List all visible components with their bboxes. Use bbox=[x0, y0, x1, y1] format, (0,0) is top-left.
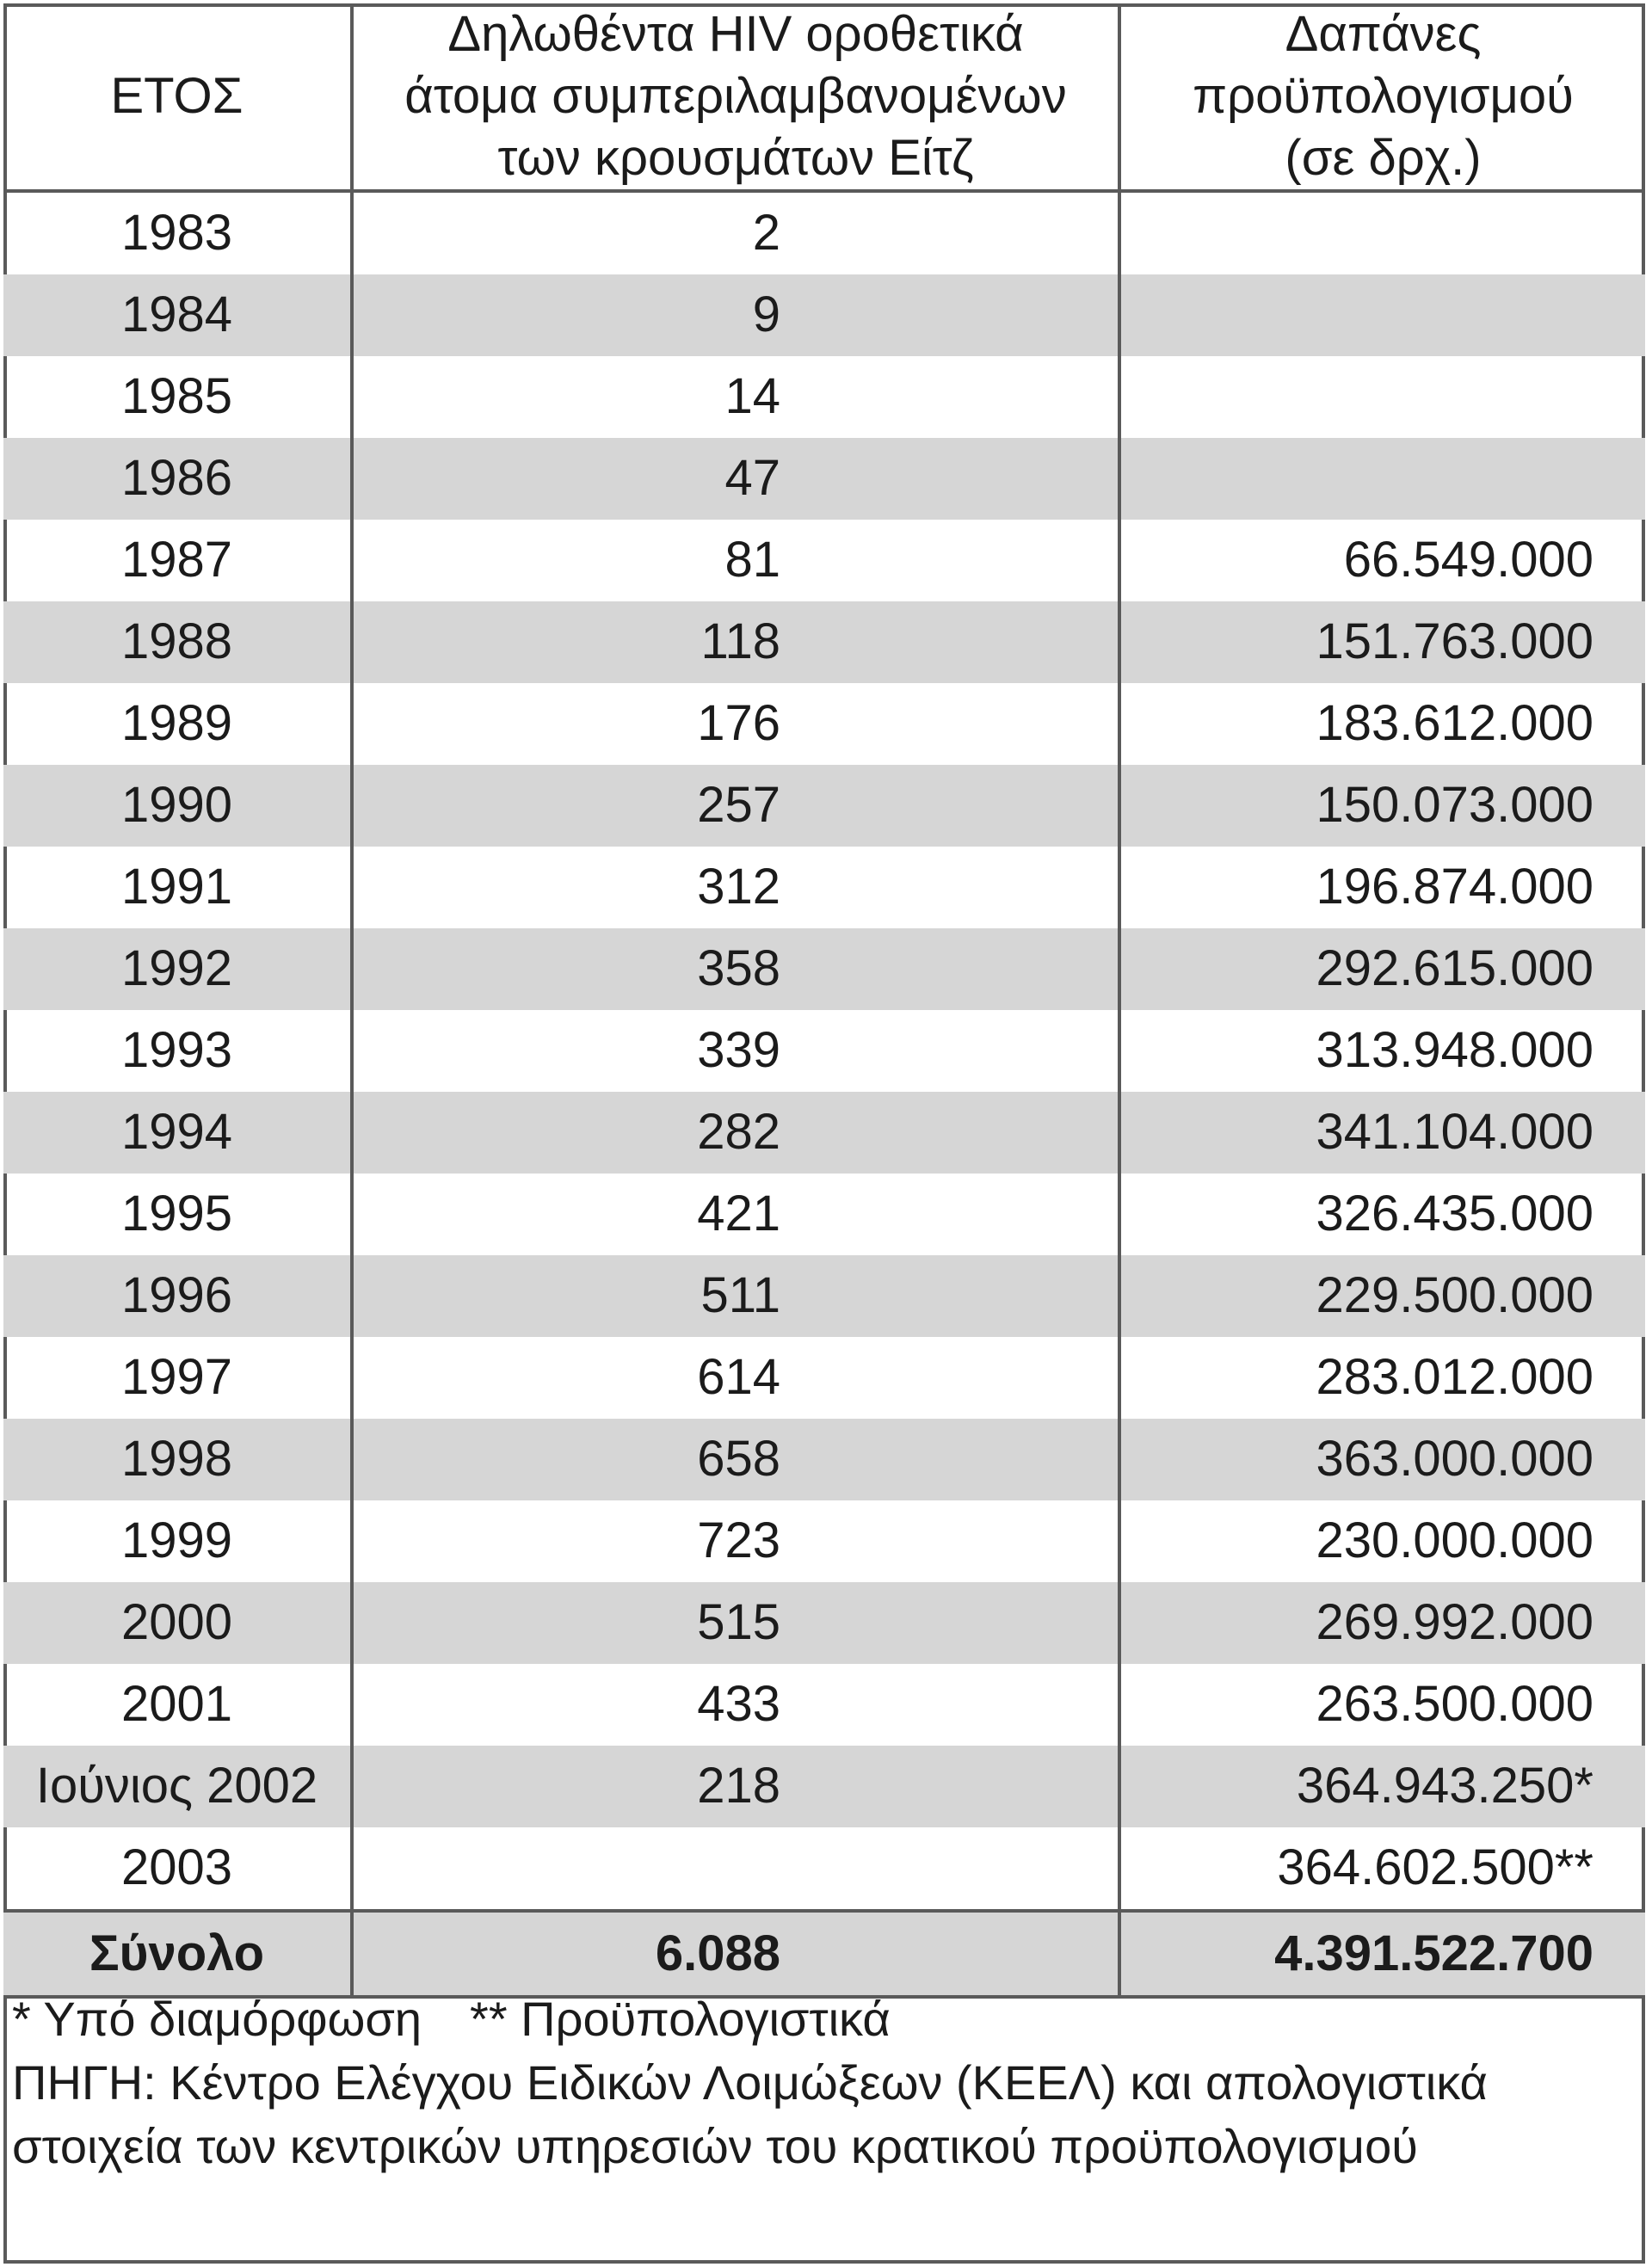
cases-cell: 511 bbox=[352, 1255, 1119, 1337]
total-label: Σύνολο bbox=[3, 1911, 352, 1997]
header-cases-line: των κρουσμάτων Είτζ bbox=[497, 129, 974, 186]
header-budget bbox=[1119, 3, 1645, 191]
cases-cell: 312 bbox=[352, 847, 1119, 928]
budget-cell: 283.012.000 bbox=[1119, 1337, 1645, 1419]
cases-cell: 723 bbox=[352, 1500, 1119, 1582]
header-year: ΕΤΟΣ bbox=[3, 3, 352, 191]
year-cell: 2000 bbox=[3, 1582, 352, 1664]
year-cell: 1992 bbox=[3, 928, 352, 1010]
year-cell: 1993 bbox=[3, 1010, 352, 1092]
header-budget-line: Δαπάνες bbox=[1285, 6, 1482, 62]
cases-cell bbox=[352, 1827, 1119, 1911]
cases-cell: 47 bbox=[352, 438, 1119, 520]
budget-cell: 66.549.000 bbox=[1119, 520, 1645, 601]
cases-cell: 2 bbox=[352, 191, 1119, 274]
cases-cell: 176 bbox=[352, 683, 1119, 765]
budget-cell bbox=[1119, 191, 1645, 274]
year-cell: 1991 bbox=[3, 847, 352, 928]
year-cell: 1995 bbox=[3, 1174, 352, 1255]
table-row bbox=[3, 601, 1645, 683]
budget-cell bbox=[1119, 438, 1645, 520]
table-row bbox=[3, 928, 1645, 1010]
table-row bbox=[3, 847, 1645, 928]
hiv-budget-table bbox=[3, 3, 1645, 1999]
budget-cell: 341.104.000 bbox=[1119, 1092, 1645, 1174]
source-note: ΠΗΓΗ: Κέντρο Ελέγχου Ειδικών Λοιμώξεων (ΚΕΕΛ) και απολογιστικά στοιχεία των κεντρικών υπηρεσιών του κρατικού προϋπολογισμού bbox=[12, 2055, 1488, 2173]
table-row bbox=[3, 1827, 1645, 1911]
table-row bbox=[3, 683, 1645, 765]
cases-cell: 257 bbox=[352, 765, 1119, 847]
cases-cell: 658 bbox=[352, 1419, 1119, 1500]
year-cell: 2001 bbox=[3, 1664, 352, 1746]
budget-cell: 292.615.000 bbox=[1119, 928, 1645, 1010]
footnote-under-formation: * Υπό διαμόρφωση bbox=[12, 1992, 422, 2046]
table-row bbox=[3, 1746, 1645, 1827]
table-row bbox=[3, 1092, 1645, 1174]
cases-cell: 433 bbox=[352, 1664, 1119, 1746]
budget-cell bbox=[1119, 274, 1645, 356]
table-row bbox=[3, 438, 1645, 520]
budget-cell: 183.612.000 bbox=[1119, 683, 1645, 765]
budget-cell: 313.948.000 bbox=[1119, 1010, 1645, 1092]
table-row bbox=[3, 356, 1645, 438]
year-cell: 2003 bbox=[3, 1827, 352, 1911]
table-row bbox=[3, 1010, 1645, 1092]
year-cell: 1999 bbox=[3, 1500, 352, 1582]
table-row bbox=[3, 1664, 1645, 1746]
header-cases-line: Δηλωθέντα HIV οροθετικά bbox=[447, 6, 1024, 62]
header-budget-line: (σε δρχ.) bbox=[1285, 129, 1482, 186]
budget-cell: 364.602.500** bbox=[1119, 1827, 1645, 1911]
header-budget-line: προϋπολογισμού bbox=[1193, 67, 1574, 124]
table-row bbox=[3, 520, 1645, 601]
year-cell: 1985 bbox=[3, 356, 352, 438]
year-cell: 1989 bbox=[3, 683, 352, 765]
budget-cell: 230.000.000 bbox=[1119, 1500, 1645, 1582]
total-row bbox=[3, 1911, 1645, 1997]
cases-cell: 614 bbox=[352, 1337, 1119, 1419]
budget-cell: 326.435.000 bbox=[1119, 1174, 1645, 1255]
table-row bbox=[3, 1337, 1645, 1419]
year-cell: 1983 bbox=[3, 191, 352, 274]
year-cell: 1990 bbox=[3, 765, 352, 847]
budget-cell: 269.992.000 bbox=[1119, 1582, 1645, 1664]
table-row bbox=[3, 765, 1645, 847]
cases-cell: 515 bbox=[352, 1582, 1119, 1664]
table-row bbox=[3, 1419, 1645, 1500]
year-cell: 1986 bbox=[3, 438, 352, 520]
header-cases-line: άτομα συμπεριλαμβανομένων bbox=[404, 67, 1067, 124]
table-notes bbox=[12, 1987, 1630, 2178]
table-row bbox=[3, 274, 1645, 356]
table-row bbox=[3, 1174, 1645, 1255]
year-cell: 1997 bbox=[3, 1337, 352, 1419]
budget-cell: 150.073.000 bbox=[1119, 765, 1645, 847]
year-cell: 1984 bbox=[3, 274, 352, 356]
cases-cell: 9 bbox=[352, 274, 1119, 356]
total-budget: 4.391.522.700 bbox=[1119, 1911, 1645, 1997]
year-cell: 1994 bbox=[3, 1092, 352, 1174]
table-row bbox=[3, 191, 1645, 274]
cases-cell: 14 bbox=[352, 356, 1119, 438]
cases-cell: 81 bbox=[352, 520, 1119, 601]
cases-cell: 282 bbox=[352, 1092, 1119, 1174]
year-cell: 1988 bbox=[3, 601, 352, 683]
header-cases bbox=[352, 3, 1119, 191]
cases-cell: 118 bbox=[352, 601, 1119, 683]
year-cell: 1987 bbox=[3, 520, 352, 601]
budget-cell: 364.943.250* bbox=[1119, 1746, 1645, 1827]
total-cases: 6.088 bbox=[352, 1911, 1119, 1997]
year-cell: 1996 bbox=[3, 1255, 352, 1337]
table-row bbox=[3, 1500, 1645, 1582]
budget-cell: 196.874.000 bbox=[1119, 847, 1645, 928]
cases-cell: 218 bbox=[352, 1746, 1119, 1827]
cases-cell: 339 bbox=[352, 1010, 1119, 1092]
year-cell: Ιούνιος 2002 bbox=[3, 1746, 352, 1827]
budget-cell: 229.500.000 bbox=[1119, 1255, 1645, 1337]
table-row bbox=[3, 1255, 1645, 1337]
budget-cell: 363.000.000 bbox=[1119, 1419, 1645, 1500]
budget-cell: 263.500.000 bbox=[1119, 1664, 1645, 1746]
cases-cell: 358 bbox=[352, 928, 1119, 1010]
budget-cell bbox=[1119, 356, 1645, 438]
footnote-budgetary: ** Προϋπολογιστικά bbox=[470, 1992, 891, 2046]
table-row bbox=[3, 1582, 1645, 1664]
budget-cell: 151.763.000 bbox=[1119, 601, 1645, 683]
header-row bbox=[3, 3, 1645, 191]
footnotes-line bbox=[12, 1987, 1630, 2051]
year-cell: 1998 bbox=[3, 1419, 352, 1500]
cases-cell: 421 bbox=[352, 1174, 1119, 1255]
